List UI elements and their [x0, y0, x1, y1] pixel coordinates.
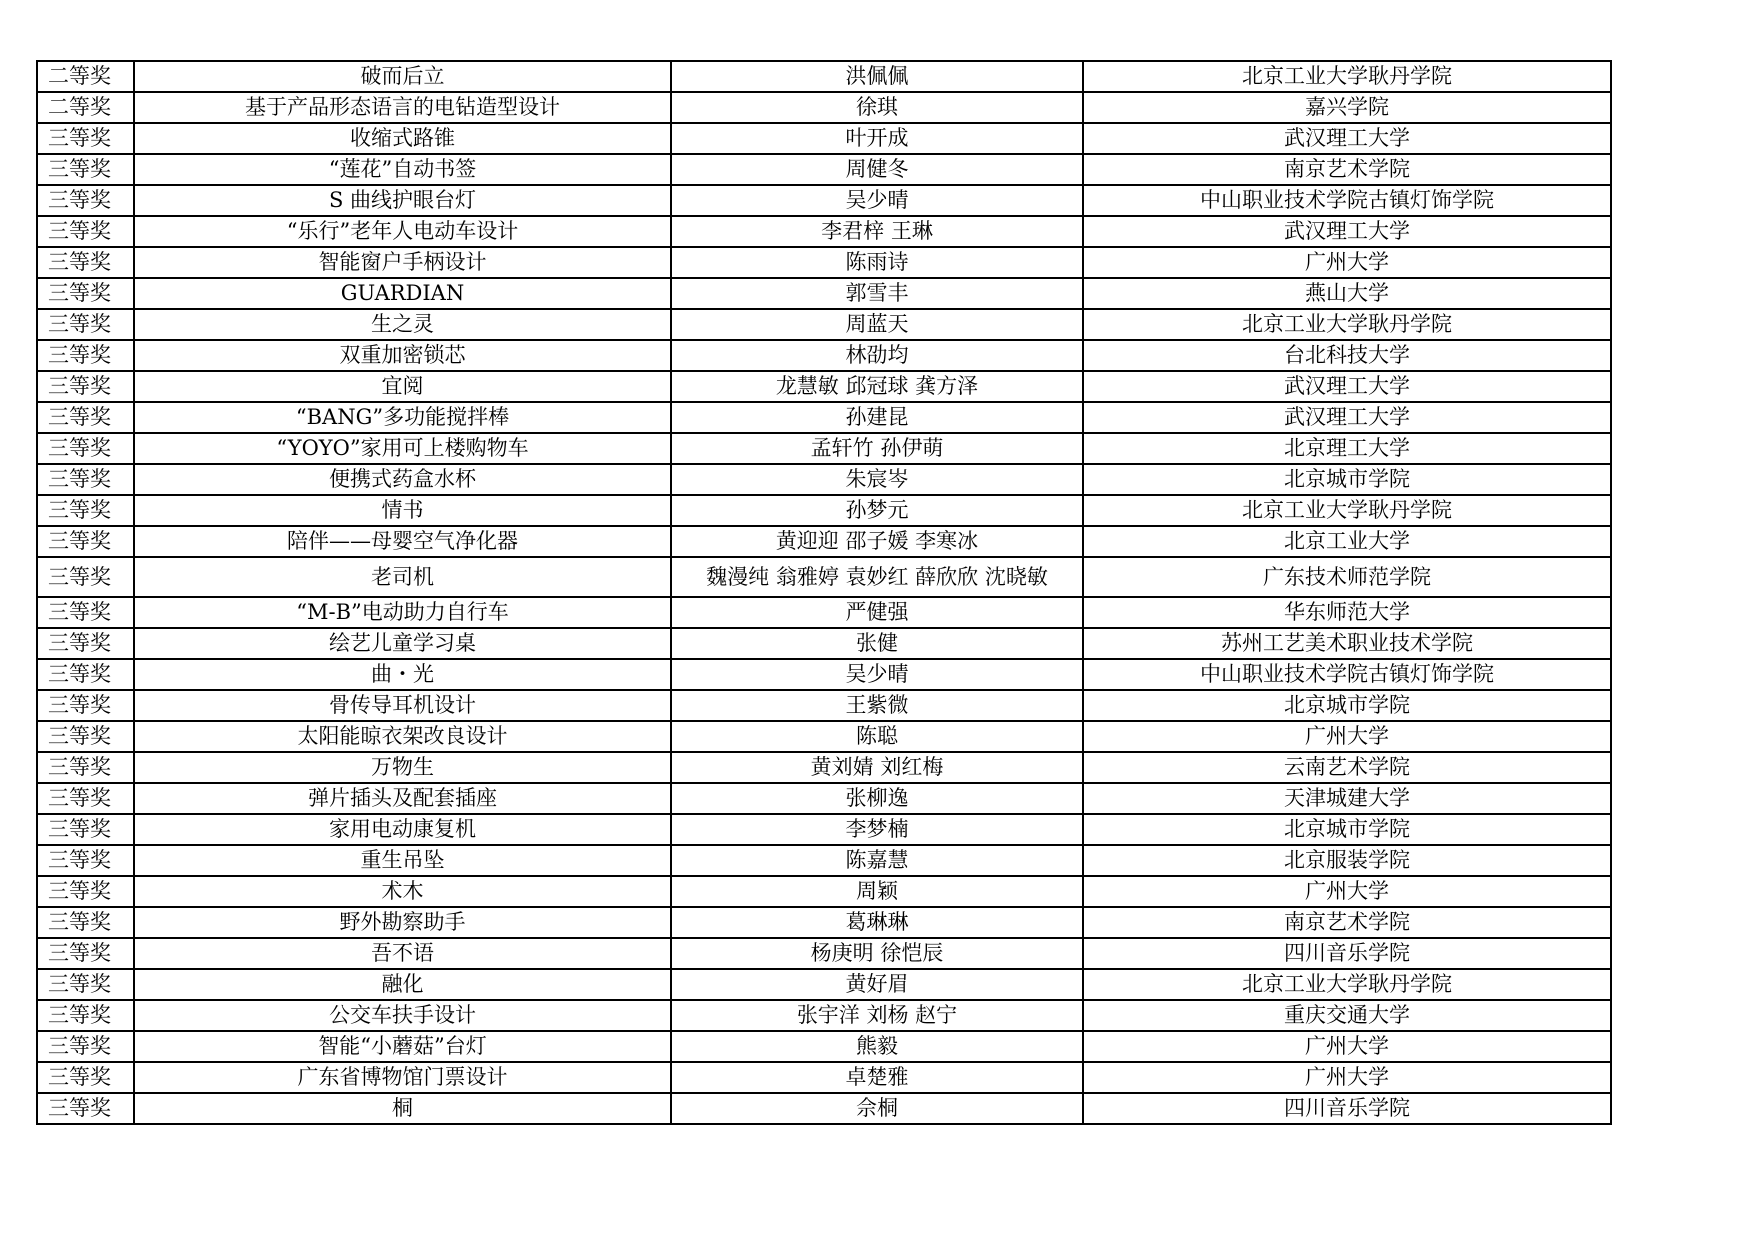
award-level-cell: 三等奖 [37, 464, 134, 495]
work-title-cell: 宜阅 [134, 371, 671, 402]
school-cell: 天津城建大学 [1083, 783, 1611, 814]
award-level-cell: 三等奖 [37, 969, 134, 1000]
work-title-cell: 绘艺儿童学习桌 [134, 628, 671, 659]
authors-cell: 黄迎迎 邵子媛 李寒冰 [671, 526, 1083, 557]
award-level-cell: 三等奖 [37, 185, 134, 216]
work-title-cell: “乐行”老年人电动车设计 [134, 216, 671, 247]
authors-cell: 郭雪丰 [671, 278, 1083, 309]
authors-cell: 朱宸岑 [671, 464, 1083, 495]
table-row [37, 123, 1611, 154]
work-title-cell: 家用电动康复机 [134, 814, 671, 845]
award-level-cell: 三等奖 [37, 216, 134, 247]
table-row [37, 526, 1611, 557]
work-title-cell: “莲花”自动书签 [134, 154, 671, 185]
school-cell: 广州大学 [1083, 1031, 1611, 1062]
school-cell: 北京工业大学耿丹学院 [1083, 61, 1611, 92]
work-title-cell: 桐 [134, 1093, 671, 1124]
table-row [37, 340, 1611, 371]
award-level-cell: 三等奖 [37, 495, 134, 526]
work-title-cell: S 曲线护眼台灯 [134, 185, 671, 216]
school-cell: 燕山大学 [1083, 278, 1611, 309]
table-row [37, 969, 1611, 1000]
authors-cell: 徐琪 [671, 92, 1083, 123]
school-cell: 嘉兴学院 [1083, 92, 1611, 123]
authors-cell: 陈雨诗 [671, 247, 1083, 278]
school-cell: 苏州工艺美术职业技术学院 [1083, 628, 1611, 659]
work-title-cell: 广东省博物馆门票设计 [134, 1062, 671, 1093]
authors-cell: 魏漫纯 翁雅婷 袁妙红 薛欣欣 沈晓敏 [671, 557, 1083, 597]
authors-cell: 孙建昆 [671, 402, 1083, 433]
authors-cell: 陈嘉慧 [671, 845, 1083, 876]
school-cell: 广州大学 [1083, 876, 1611, 907]
award-level-cell: 三等奖 [37, 628, 134, 659]
award-level-cell: 三等奖 [37, 340, 134, 371]
award-level-cell: 三等奖 [37, 938, 134, 969]
authors-cell: 张健 [671, 628, 1083, 659]
award-level-cell: 三等奖 [37, 876, 134, 907]
award-level-cell: 三等奖 [37, 154, 134, 185]
table-row [37, 557, 1611, 597]
table-row [37, 1031, 1611, 1062]
authors-cell: 李梦楠 [671, 814, 1083, 845]
authors-cell: 卓楚雅 [671, 1062, 1083, 1093]
table-row [37, 92, 1611, 123]
work-title-cell: 曲・光 [134, 659, 671, 690]
table-row [37, 814, 1611, 845]
award-level-cell: 二等奖 [37, 61, 134, 92]
award-level-cell: 三等奖 [37, 721, 134, 752]
work-title-cell: 老司机 [134, 557, 671, 597]
table-row [37, 659, 1611, 690]
table-row [37, 938, 1611, 969]
work-title-cell: 便携式药盒水杯 [134, 464, 671, 495]
school-cell: 华东师范大学 [1083, 597, 1611, 628]
work-title-cell: 基于产品形态语言的电钻造型设计 [134, 92, 671, 123]
work-title-cell: 破而后立 [134, 61, 671, 92]
school-cell: 重庆交通大学 [1083, 1000, 1611, 1031]
work-title-cell: 骨传导耳机设计 [134, 690, 671, 721]
school-cell: 云南艺术学院 [1083, 752, 1611, 783]
table-row [37, 1093, 1611, 1124]
work-title-cell: 术木 [134, 876, 671, 907]
school-cell: 北京城市学院 [1083, 690, 1611, 721]
table-row [37, 1062, 1611, 1093]
award-level-cell: 三等奖 [37, 597, 134, 628]
work-title-cell: 太阳能晾衣架改良设计 [134, 721, 671, 752]
school-cell: 北京城市学院 [1083, 464, 1611, 495]
table-row [37, 309, 1611, 340]
awards-table-body [37, 61, 1611, 1124]
table-row [37, 752, 1611, 783]
school-cell: 北京理工大学 [1083, 433, 1611, 464]
award-level-cell: 三等奖 [37, 1062, 134, 1093]
school-cell: 武汉理工大学 [1083, 216, 1611, 247]
school-cell: 北京城市学院 [1083, 814, 1611, 845]
work-title-cell: 野外勘察助手 [134, 907, 671, 938]
work-title-cell: “M-B”电动助力自行车 [134, 597, 671, 628]
awards-table [36, 60, 1612, 1125]
authors-cell: 龙慧敏 邱冠球 龚方泽 [671, 371, 1083, 402]
table-row [37, 154, 1611, 185]
work-title-cell: 双重加密锁芯 [134, 340, 671, 371]
award-level-cell: 三等奖 [37, 402, 134, 433]
authors-cell: 陈聪 [671, 721, 1083, 752]
authors-cell: 孟轩竹 孙伊萌 [671, 433, 1083, 464]
school-cell: 北京工业大学耿丹学院 [1083, 309, 1611, 340]
school-cell: 南京艺术学院 [1083, 907, 1611, 938]
award-level-cell: 三等奖 [37, 309, 134, 340]
school-cell: 北京服装学院 [1083, 845, 1611, 876]
school-cell: 四川音乐学院 [1083, 1093, 1611, 1124]
school-cell: 四川音乐学院 [1083, 938, 1611, 969]
table-row [37, 597, 1611, 628]
work-title-cell: 情书 [134, 495, 671, 526]
school-cell: 中山职业技术学院古镇灯饰学院 [1083, 659, 1611, 690]
award-level-cell: 三等奖 [37, 371, 134, 402]
authors-cell: 葛琳琳 [671, 907, 1083, 938]
authors-cell: 黄刘婧 刘红梅 [671, 752, 1083, 783]
award-level-cell: 三等奖 [37, 1093, 134, 1124]
authors-cell: 叶开成 [671, 123, 1083, 154]
authors-cell: 吴少晴 [671, 659, 1083, 690]
table-row [37, 247, 1611, 278]
award-level-cell: 三等奖 [37, 526, 134, 557]
school-cell: 武汉理工大学 [1083, 123, 1611, 154]
work-title-cell: GUARDIAN [134, 278, 671, 309]
work-title-cell: 收缩式路锥 [134, 123, 671, 154]
award-level-cell: 三等奖 [37, 752, 134, 783]
work-title-cell: 万物生 [134, 752, 671, 783]
work-title-cell: 重生吊坠 [134, 845, 671, 876]
authors-cell: 周健冬 [671, 154, 1083, 185]
table-row [37, 433, 1611, 464]
award-level-cell: 三等奖 [37, 1031, 134, 1062]
school-cell: 南京艺术学院 [1083, 154, 1611, 185]
authors-cell: 吴少晴 [671, 185, 1083, 216]
table-row [37, 907, 1611, 938]
authors-cell: 洪佩佩 [671, 61, 1083, 92]
award-level-cell: 三等奖 [37, 659, 134, 690]
table-row [37, 216, 1611, 247]
work-title-cell: 陪伴——母婴空气净化器 [134, 526, 671, 557]
table-row [37, 278, 1611, 309]
work-title-cell: 生之灵 [134, 309, 671, 340]
authors-cell: 王紫微 [671, 690, 1083, 721]
authors-cell: 孙梦元 [671, 495, 1083, 526]
authors-cell: 杨庚明 徐恺辰 [671, 938, 1083, 969]
authors-cell: 张柳逸 [671, 783, 1083, 814]
authors-cell: 严健强 [671, 597, 1083, 628]
work-title-cell: 智能“小蘑菇”台灯 [134, 1031, 671, 1062]
table-row [37, 371, 1611, 402]
table-row [37, 495, 1611, 526]
authors-cell: 周蓝天 [671, 309, 1083, 340]
award-level-cell: 三等奖 [37, 690, 134, 721]
school-cell: 台北科技大学 [1083, 340, 1611, 371]
authors-cell: 黄好眉 [671, 969, 1083, 1000]
table-row [37, 783, 1611, 814]
school-cell: 北京工业大学耿丹学院 [1083, 969, 1611, 1000]
authors-cell: 林劭均 [671, 340, 1083, 371]
school-cell: 广州大学 [1083, 721, 1611, 752]
award-level-cell: 三等奖 [37, 433, 134, 464]
award-level-cell: 三等奖 [37, 845, 134, 876]
award-level-cell: 二等奖 [37, 92, 134, 123]
authors-cell: 李君梓 王琳 [671, 216, 1083, 247]
work-title-cell: 吾不语 [134, 938, 671, 969]
school-cell: 广东技术师范学院 [1083, 557, 1611, 597]
table-row [37, 628, 1611, 659]
school-cell: 北京工业大学 [1083, 526, 1611, 557]
school-cell: 武汉理工大学 [1083, 371, 1611, 402]
table-row [37, 690, 1611, 721]
table-row [37, 185, 1611, 216]
award-level-cell: 三等奖 [37, 1000, 134, 1031]
work-title-cell: “BANG”多功能搅拌棒 [134, 402, 671, 433]
school-cell: 中山职业技术学院古镇灯饰学院 [1083, 185, 1611, 216]
award-level-cell: 三等奖 [37, 814, 134, 845]
work-title-cell: 智能窗户手柄设计 [134, 247, 671, 278]
work-title-cell: “YOYO”家用可上楼购物车 [134, 433, 671, 464]
award-level-cell: 三等奖 [37, 907, 134, 938]
table-row [37, 402, 1611, 433]
authors-cell: 周颖 [671, 876, 1083, 907]
authors-cell: 张宇洋 刘杨 赵宁 [671, 1000, 1083, 1031]
school-cell: 广州大学 [1083, 247, 1611, 278]
award-level-cell: 三等奖 [37, 123, 134, 154]
table-row [37, 1000, 1611, 1031]
award-level-cell: 三等奖 [37, 783, 134, 814]
authors-cell: 熊毅 [671, 1031, 1083, 1062]
table-row [37, 721, 1611, 752]
school-cell: 广州大学 [1083, 1062, 1611, 1093]
award-level-cell: 三等奖 [37, 278, 134, 309]
work-title-cell: 融化 [134, 969, 671, 1000]
table-row [37, 845, 1611, 876]
award-level-cell: 三等奖 [37, 557, 134, 597]
award-level-cell: 三等奖 [37, 247, 134, 278]
table-row [37, 464, 1611, 495]
work-title-cell: 公交车扶手设计 [134, 1000, 671, 1031]
work-title-cell: 弹片插头及配套插座 [134, 783, 671, 814]
school-cell: 北京工业大学耿丹学院 [1083, 495, 1611, 526]
table-row [37, 876, 1611, 907]
authors-cell: 佘桐 [671, 1093, 1083, 1124]
school-cell: 武汉理工大学 [1083, 402, 1611, 433]
table-row [37, 61, 1611, 92]
